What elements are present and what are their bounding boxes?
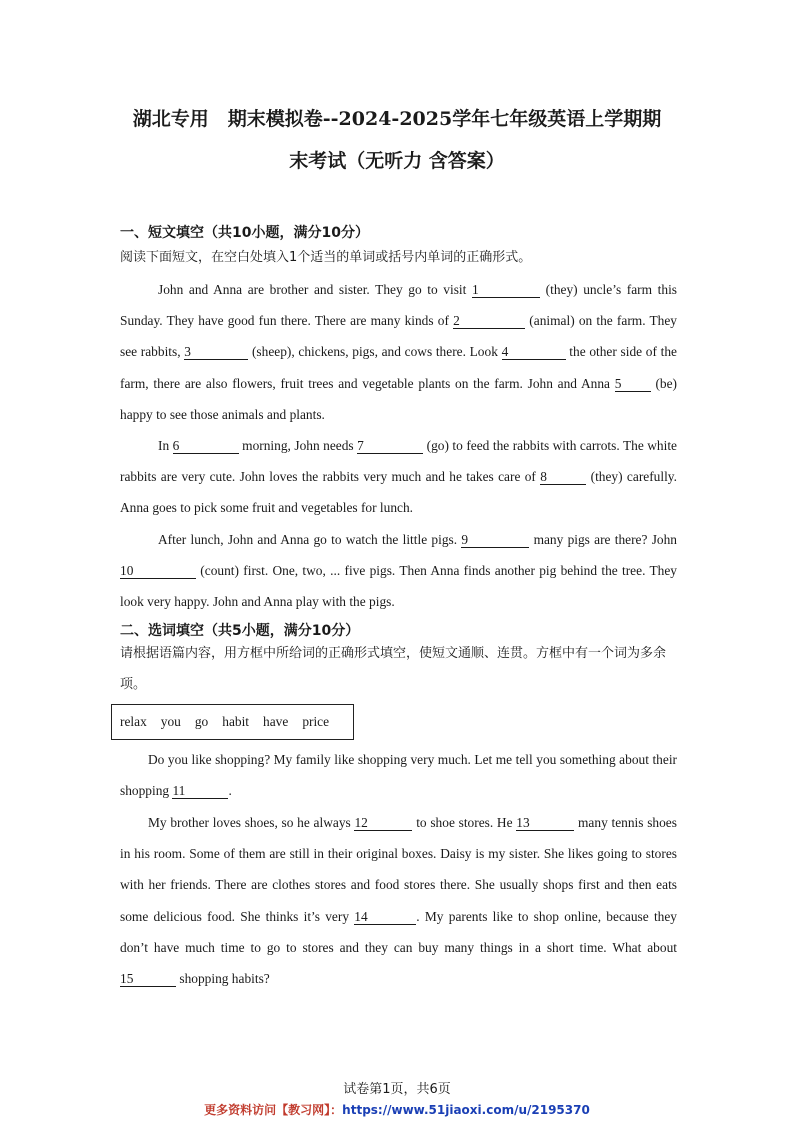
blank-4: 4 [502, 345, 566, 360]
word-box-item: price [302, 714, 330, 729]
blank-2: 2 [453, 314, 525, 329]
footer-url-link[interactable]: https://www.51jiaoxi.com/u/2195370 [342, 1103, 590, 1117]
footer-link-line [0, 1101, 794, 1118]
section2-instruction: 请根据语篇内容，用方框中所给词的正确形式填空，使短文通顺、连贯。方框中有一个词为多余项。 [120, 646, 667, 692]
title-line-2: 末考试（无听力 含答案） [289, 150, 505, 172]
section1-paragraph-2: In 6 morning, John needs 7 (go) to feed the rabbits with carrots. The white rabbits are very cute. John loves the rabbits very much and he takes care of 8 (they) carefully. Anna goes to pick some fruit and vegetables for lunch. [120, 438, 678, 516]
blank-10: 10 [120, 564, 196, 579]
blank-12: 12 [354, 816, 412, 831]
word-box [111, 704, 354, 740]
blank-6: 6 [173, 439, 239, 454]
blank-15: 15 [120, 972, 176, 987]
word-box-item: have [263, 714, 289, 729]
section1-instruction: 阅读下面短文，在空白处填入1个适当的单词或括号内单词的正确形式。 [120, 250, 532, 265]
blank-9: 9 [461, 533, 529, 548]
section1-paragraph-3: After lunch, John and Anna go to watch the little pigs. 9 many pigs are there? John 10 (count) first. One, two, ... five pigs. Then Anna finds another pig behind the tree. They look very happy. John and Anna play with the pigs. [120, 532, 677, 610]
blank-3: 3 [184, 345, 248, 360]
blank-5: 5 [615, 377, 651, 392]
word-box-item: go [194, 714, 209, 729]
section2-paragraph-1: Do you like shopping? My family like shopping very much. Let me tell you something about their shopping 11 . [120, 752, 677, 799]
blank-7: 7 [357, 439, 423, 454]
blank-14: 14 [354, 910, 416, 925]
blank-11: 11 [172, 784, 228, 799]
word-box-item: habit [222, 714, 250, 729]
word-box-item: you [160, 714, 181, 729]
blank-13: 13 [516, 816, 574, 831]
section1-heading: 一、短文填空（共10小题，满分10分） [120, 225, 369, 241]
blank-1: 1 [472, 283, 540, 298]
section1-paragraph-1: John and Anna are brother and sister. They go to visit 1 (they) uncle’s farm this Sunday. They have good fun there. There are many kinds of 2 (animal) on the farm. They see rabbits, 3 (sheep), chickens, pigs, and cows there. Look 4 the other side of the farm, there are also flowers, fruit trees and vegetable plants on the farm. John and Anna 5 (be) happy to see those animals and plants. [120, 282, 678, 422]
title-line-1: 湖北专用 期末模拟卷--2024-2025学年七年级英语上学期期 [132, 108, 662, 130]
blank-8: 8 [540, 470, 586, 485]
section2-paragraph-2: My brother loves shoes, so he always 12 to shoe stores. He 13 many tennis shoes in his room. Some of them are still in their original boxes. Daisy is my sister. She likes going to stores with her friends. There are clothes stores and food stores there. She usually shops first and then eats some delicious food. She thinks it’s very 14 . My parents like to shop online, because they don’t have much time to go to stores and they can buy many things in a short time. What about 15 shopping habits? [120, 815, 677, 987]
section2-heading: 二、选词填空（共5小题，满分10分） [120, 623, 360, 639]
footer-label: 更多资料访问【教习网】： [204, 1103, 343, 1117]
page-number: 试卷第1页，共6页 [343, 1082, 451, 1097]
word-box-item: relax [120, 714, 147, 729]
